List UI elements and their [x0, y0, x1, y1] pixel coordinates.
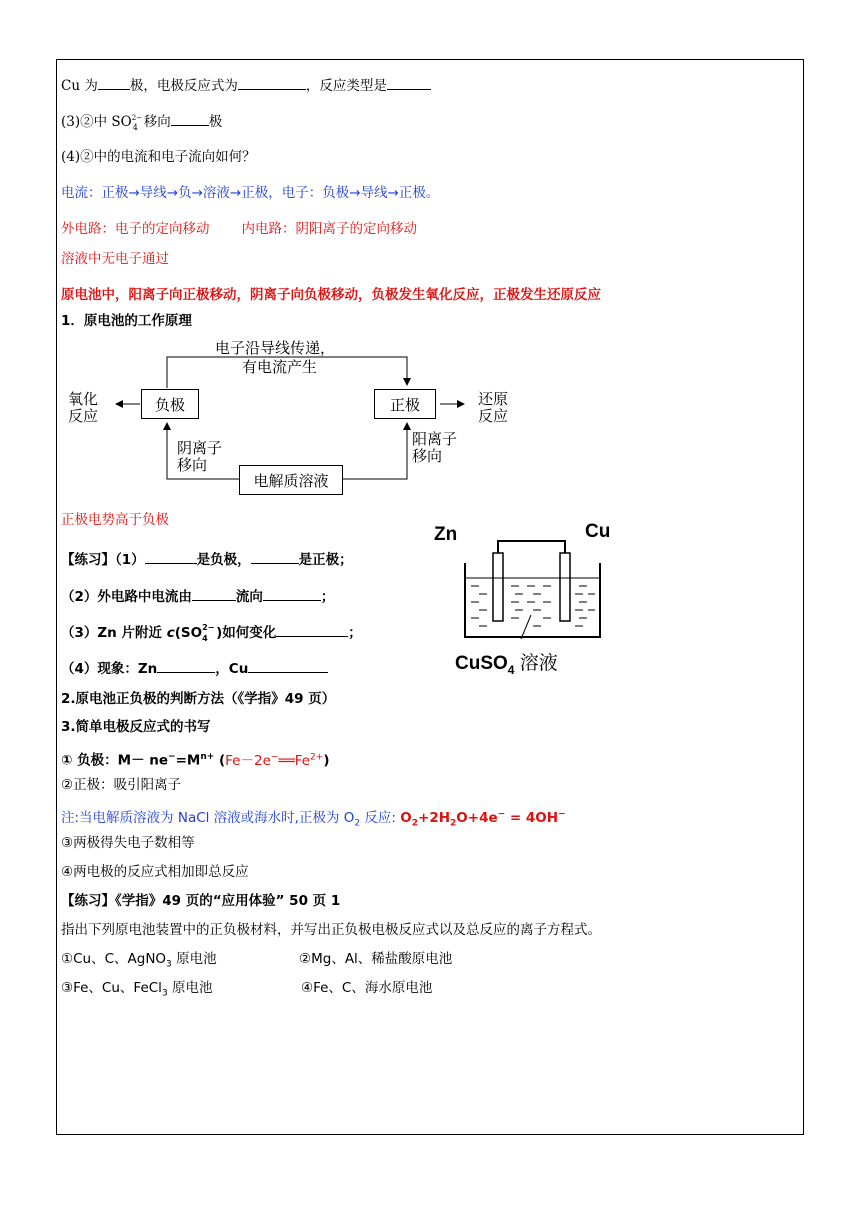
summary-ion-migration: 原电池中，阳离子向正极移动，阴离子向负极移动，负极发生氧化反应，正极发生还原反应 [61, 287, 601, 303]
diagram-top-label-2: 有电流产生 [242, 358, 318, 376]
galvanic-cell-figure [455, 535, 615, 660]
cuso4-solution-label: CuSO$_4$ 溶液 [455, 653, 558, 677]
oxidation-label-2: 反应 [68, 407, 99, 425]
practice-reference: 【练习】《学指》49 页的“应用体验” 50 页 1 [61, 893, 341, 909]
question-cu-electrode: Cu 为 极，电极反应式为 ，反应类型是 [61, 76, 431, 96]
section-judgment-method: 2.原电池正负极的判断方法（《学指》49 页） [61, 691, 336, 707]
anion-label-2: 移向 [177, 456, 208, 474]
question-sulfate-migration: (3)②中 SO 2− 4 移向 极 [61, 114, 223, 132]
cation-label-1: 阳离子 [412, 430, 458, 448]
cation-label-2: 移向 [412, 447, 443, 465]
cu-label: Cu [585, 521, 611, 542]
negative-electrode-box: 负极 [141, 389, 199, 419]
practice-2: （2）外电路中电流由 流向 ； [61, 589, 335, 605]
question-current-flow: (4)②中的电流和电子流向如何？ [61, 149, 256, 165]
zn-label: Zn [434, 524, 458, 545]
cell-list-row-1: ①Cu、C、AgNO$_3$ 原电池 ②Mg、Al、稀盐酸原电池 [61, 951, 453, 970]
section-working-principle: 1．原电池的工作原理 [61, 313, 192, 329]
practice-instruction: 指出下列原电池装置中的正负极材料，并写出正负极电极反应式以及总反应的离子方程式。 [61, 922, 601, 938]
oxidation-label-1: 氧化 [68, 390, 99, 408]
cell-list-row-2: ③Fe、Cu、FeCl$_3$ 原电池 ④Fe、C、海水原电池 [61, 980, 433, 999]
negative-electrode-rule: ① 负极：$M- ne^-=M^{n+}$ $(Fe-2e^-══Fe^{2+})$ [61, 752, 330, 769]
answer-current-electron-path: 电流：正极→导线→负→溶液→正极，电子：负极→导线→正极。 [61, 185, 440, 201]
rule-electron-balance: ③两极得失电子数相等 [61, 835, 195, 851]
practice-4: （4）现象：Zn ，Cu [61, 659, 328, 679]
anion-label-1: 阴离子 [177, 439, 223, 457]
note-external-internal-circuit: 外电路：电子的定向移动 内电路：阴阳离子的定向移动 [61, 221, 417, 237]
reduction-label-2: 反应 [478, 407, 509, 425]
section-electrode-equation: 3.简单电极反应式的书写 [61, 719, 211, 735]
rule-total-reaction: ④两电极的反应式相加即总反应 [61, 864, 249, 880]
electrolyte-box: 电解质溶液 [239, 465, 343, 495]
practice-1: 【练习】（1） 是负极， 是正极； [61, 552, 353, 568]
positive-electrode-box: 正极 [374, 389, 436, 419]
note-oxygen-reaction: 注:当电解质溶液为 NaCl 溶液或海水时,正极为 $O_2$ 反应: $O_2+2H_2O+4e^- = 4OH^-$ [61, 809, 566, 829]
diagram-top-label-1: 电子沿导线传递， [215, 339, 336, 357]
reduction-label-1: 还原 [478, 390, 509, 408]
note-positive-potential: 正极电势高于负极 [61, 512, 169, 528]
practice-3: （3）Zn 片附近 c(SO 2− 4 )如何变化 ； [61, 623, 362, 643]
note-no-electrons-in-solution: 溶液中无电子通过 [61, 251, 169, 267]
positive-electrode-rule: ②正极：吸引阳离子 [61, 777, 182, 793]
